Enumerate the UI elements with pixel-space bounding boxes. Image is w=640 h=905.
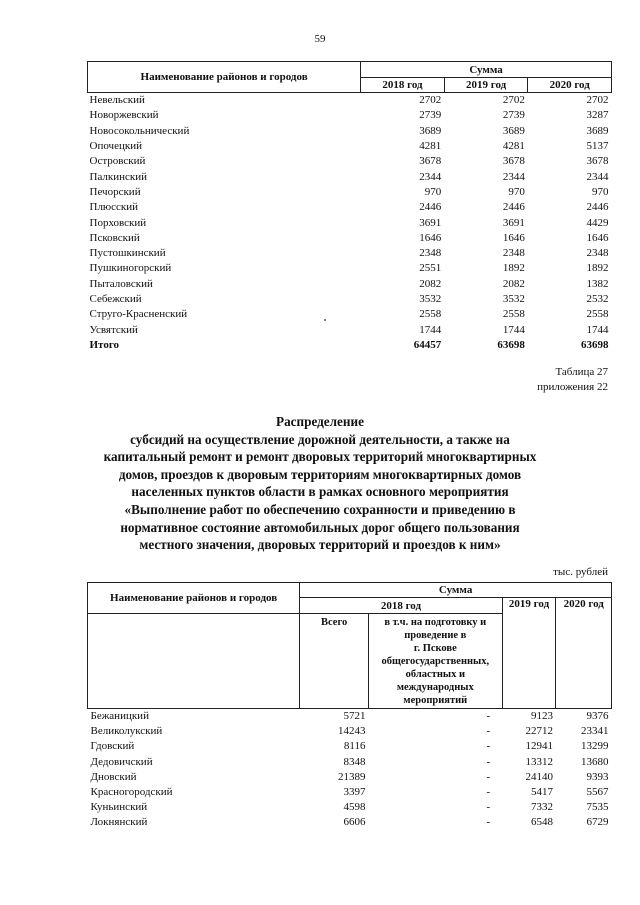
table-row — [88, 139, 612, 154]
table-row — [88, 755, 612, 770]
title-line: «Выполнение работ по обеспечению сохранности и приведению в — [124, 501, 516, 517]
value-events-2018: - — [486, 725, 491, 738]
value-2019: 3532 — [502, 293, 525, 305]
district-name: Бежаницкий — [90, 710, 149, 723]
value-2018: 2446 — [419, 201, 442, 214]
header-line: областных и — [405, 669, 465, 680]
header-line: г. Пскове — [413, 643, 457, 654]
value-2018: 2739 — [419, 109, 442, 122]
value-2018: 2348 — [419, 247, 442, 260]
district-name: Струго-Красненский — [89, 308, 188, 321]
value-2018: 2702 — [419, 94, 442, 107]
value-2020: 2702 — [586, 94, 609, 107]
column-header-name: Наименование районов и городов — [88, 62, 361, 93]
table-row — [88, 770, 612, 785]
value-total-2018: 6606 — [343, 816, 366, 829]
value-2019: 2446 — [502, 201, 525, 214]
value-2020: 3678 — [586, 155, 609, 168]
district-name: Великолукский — [90, 725, 163, 738]
value-total-2018: 14243 — [338, 725, 366, 738]
column-header-incl-events — [369, 614, 503, 709]
units-label: тыс. рублей — [553, 566, 608, 578]
header-line: мероприятий — [403, 695, 468, 706]
value-2020: 9376 — [586, 710, 609, 723]
district-name: Невельский — [89, 94, 145, 107]
district-name: Красногородский — [90, 786, 173, 799]
column-header-2020: 2020 год — [556, 598, 612, 709]
value-2018: 3678 — [419, 155, 442, 168]
table-row — [88, 231, 612, 246]
value-total-2018: 5721 — [343, 710, 366, 723]
title-line: капитальный ремонт и ремонт дворовых территорий многоквартирных — [103, 449, 537, 465]
district-name: Островский — [89, 155, 146, 168]
table-row — [88, 292, 612, 307]
page-number: 59 — [314, 33, 326, 45]
header-line: в т.ч. на подготовку и — [384, 617, 487, 628]
table-row — [88, 815, 612, 830]
value-total-2018: 3397 — [343, 786, 366, 799]
value-2019: 22712 — [525, 725, 553, 738]
district-name: Пустошкинский — [89, 247, 166, 260]
column-header-total: Всего — [300, 614, 369, 709]
value-2020: 1646 — [586, 231, 609, 244]
total-row — [88, 338, 612, 353]
value-total-2018: 21389 — [338, 770, 366, 783]
value-2019: 2082 — [502, 277, 525, 290]
value-events-2018: - — [486, 786, 491, 799]
value-2019: 1892 — [502, 262, 525, 275]
table-row — [88, 709, 612, 725]
column-header-sum: Сумма — [361, 62, 612, 78]
table-row — [88, 800, 612, 815]
value-events-2018: - — [486, 770, 491, 783]
table-row — [88, 307, 612, 322]
table-row — [88, 246, 612, 261]
value-2019: 9123 — [530, 710, 553, 723]
table-row — [88, 93, 612, 109]
column-header-2020: 2020 год — [528, 78, 612, 93]
district-name: Новоржевский — [89, 109, 159, 122]
column-header-blank — [88, 614, 300, 709]
column-header-sum: Сумма — [300, 583, 612, 598]
value-total-2018: 8116 — [343, 740, 366, 753]
value-2019: 970 — [508, 185, 525, 198]
subsidy-table-1 — [87, 61, 612, 353]
district-name: Себежский — [89, 293, 142, 305]
value-events-2018: - — [486, 755, 491, 768]
title-line: домов, проездов к дворовым территориям многоквартирных домов — [118, 466, 522, 482]
district-name: Печорский — [89, 185, 141, 198]
value-2018: 2558 — [419, 308, 442, 321]
value-2020: 4429 — [586, 216, 609, 229]
section-title — [60, 413, 580, 554]
district-name: Усвятский — [89, 323, 138, 336]
district-name: Дедовичский — [90, 755, 153, 768]
table-row — [88, 154, 612, 169]
value-2019: 1646 — [502, 231, 525, 244]
total-2019: 63698 — [497, 338, 525, 351]
table-row — [88, 185, 612, 200]
total-label: Итого — [89, 338, 120, 351]
table-row — [88, 215, 612, 230]
value-2019: 24140 — [525, 770, 553, 783]
header-line: проведение в — [404, 630, 467, 641]
column-header-2019: 2019 год — [444, 78, 528, 93]
value-2020: 3689 — [586, 124, 609, 137]
district-name: Палкинский — [89, 170, 148, 183]
value-2020: 7535 — [586, 801, 609, 814]
value-2019: 3691 — [502, 216, 525, 229]
value-2020: 23341 — [581, 725, 609, 738]
value-events-2018: - — [486, 710, 491, 723]
district-name: Порховский — [89, 216, 147, 229]
table-row — [88, 724, 612, 739]
district-name: Локнянский — [90, 816, 148, 829]
table-row — [88, 169, 612, 184]
district-name: Плюсский — [89, 201, 139, 214]
subsidy-table-2 — [87, 582, 612, 831]
value-2018: 3532 — [419, 293, 442, 305]
value-2018: 3691 — [419, 216, 442, 229]
value-2019: 12941 — [525, 740, 553, 753]
value-2019: 6548 — [530, 816, 553, 829]
title-line: Распределение — [276, 414, 364, 429]
title-line: населенных пунктов области в рамках основного мероприятия — [131, 484, 509, 500]
header-line: международных — [396, 682, 474, 693]
value-2020: 2344 — [586, 170, 609, 183]
district-name: Псковский — [89, 231, 140, 244]
title-line: нормативное состояние автомобильных дорог общего пользования — [120, 519, 520, 535]
value-2020: 1892 — [586, 262, 609, 275]
value-2019: 1744 — [502, 323, 525, 336]
value-2019: 5417 — [530, 786, 553, 799]
value-2020: 1382 — [586, 277, 609, 290]
value-2018: 2344 — [419, 170, 442, 183]
value-2020: 5567 — [586, 786, 609, 799]
caption-appendix: приложения 22 — [537, 381, 608, 393]
column-header-2018: 2018 год — [361, 78, 445, 93]
value-2019: 2344 — [502, 170, 525, 183]
value-2019: 7332 — [530, 801, 553, 814]
column-header-2019: 2019 год — [502, 598, 556, 709]
scan-speck — [324, 319, 326, 321]
table-row — [88, 739, 612, 754]
table-caption — [537, 365, 608, 395]
value-2019: 2558 — [502, 308, 525, 321]
district-name: Куньинский — [90, 801, 148, 814]
value-2019: 4281 — [502, 140, 525, 153]
value-2020: 2446 — [586, 201, 609, 214]
value-2019: 3689 — [502, 124, 525, 137]
total-2018: 64457 — [413, 338, 442, 351]
table-row — [88, 277, 612, 292]
value-2020: 2558 — [586, 308, 609, 321]
district-name: Гдовский — [90, 740, 135, 753]
table-row — [88, 108, 612, 123]
header-line: общегосударственных, — [381, 656, 490, 667]
value-total-2018: 8348 — [343, 755, 366, 768]
value-2020: 13299 — [581, 740, 609, 753]
column-header-name: Наименование районов и городов — [88, 583, 300, 614]
table-row — [88, 124, 612, 139]
title-line: субсидий на осуществление дорожной деятельности, а также на — [130, 431, 510, 447]
value-2019: 13312 — [525, 755, 553, 768]
value-2018: 970 — [424, 185, 442, 198]
value-events-2018: - — [486, 740, 491, 753]
value-2018: 2551 — [419, 262, 442, 275]
value-2020: 2532 — [586, 293, 609, 305]
value-2018: 1646 — [419, 231, 442, 244]
district-name: Дновский — [90, 770, 137, 783]
table-row — [88, 200, 612, 215]
value-2020: 970 — [592, 185, 609, 198]
value-2020: 6729 — [586, 816, 609, 829]
column-header-2018: 2018 год — [300, 598, 502, 614]
value-2020: 5137 — [586, 140, 609, 153]
value-2018: 1744 — [419, 323, 442, 336]
value-total-2018: 4598 — [343, 801, 366, 814]
district-name: Пыталовский — [89, 277, 153, 290]
value-2019: 2739 — [502, 109, 525, 122]
value-2018: 4281 — [419, 140, 442, 153]
value-events-2018: - — [486, 816, 491, 829]
value-events-2018: - — [486, 801, 491, 814]
table-row — [88, 322, 612, 337]
value-2019: 2702 — [502, 94, 525, 107]
value-2019: 3678 — [502, 155, 525, 168]
value-2018: 2082 — [419, 277, 442, 290]
caption-table-number: Таблица 27 — [555, 366, 608, 378]
value-2019: 2348 — [502, 247, 525, 260]
district-name: Новосокольнический — [89, 124, 190, 137]
value-2020: 3287 — [586, 109, 609, 122]
district-name: Опочецкий — [89, 140, 142, 153]
value-2020: 13680 — [581, 755, 609, 768]
value-2020: 2348 — [586, 247, 609, 260]
value-2018: 3689 — [419, 124, 442, 137]
value-2020: 9393 — [586, 770, 609, 783]
title-line: местного значения, дворовых территорий и проездов к ним» — [139, 537, 501, 553]
district-name: Пушкиногорский — [89, 262, 172, 275]
value-2020: 1744 — [586, 323, 609, 336]
table-row — [88, 785, 612, 800]
total-2020: 63698 — [581, 338, 609, 351]
table-row — [88, 261, 612, 276]
